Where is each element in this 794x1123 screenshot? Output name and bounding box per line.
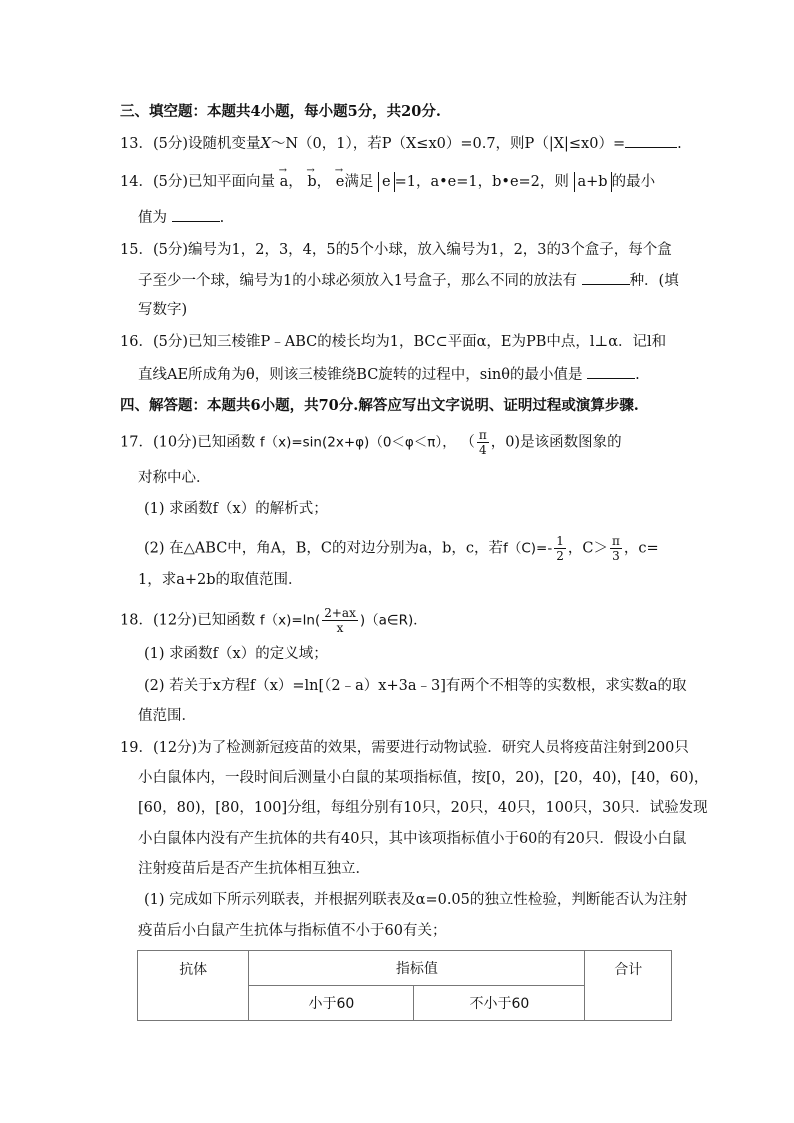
abs-e [378, 172, 395, 192]
answer-blank[interactable] [582, 270, 630, 285]
abs-a-plus-b [574, 172, 612, 192]
q13-dist: ～N（0，1），若 [270, 136, 382, 152]
contingency-table [137, 950, 672, 1021]
question-15-line3: 写数字) [138, 302, 188, 318]
one-half-fraction [554, 534, 566, 563]
q17-p2a: (2) 在△ABC中，角A，B，C的对边分别为a，b，c，若 [144, 540, 504, 557]
q18-func-b: )（a∈R)． [359, 612, 427, 629]
q18-fraction [322, 606, 358, 635]
answer-blank[interactable] [172, 207, 220, 222]
question-19-part1: (1) 完成如下所示列联表，并根据列联表及α=0.05的独立性检验，判断能否认为注射 [144, 892, 688, 908]
q13-var: X [260, 136, 271, 152]
q18-func-a: f（x)=ln( [259, 612, 321, 629]
q14-mid: 满足 [344, 174, 374, 190]
abs-ab-value: a+b [577, 174, 608, 190]
table-row [138, 951, 672, 986]
abs-e-value: e [381, 174, 391, 190]
header-antibody: 抗体 [138, 951, 249, 1021]
question-19-part1-line2: 疫苗后小白鼠产生抗体与指标值不小于60有关； [138, 923, 447, 939]
q14-c2: a•e=1， [430, 174, 493, 190]
question-16: 16．(5分)已知三棱锥P﹣ABC的棱长均为1，BC⊂平面α，E为PB中点，l⊥α．记l和 [120, 334, 667, 350]
answer-blank[interactable] [625, 133, 677, 148]
question-19: 19．(12分)为了检测新冠疫苗的效果，需要进行动物试验．研究人员将疫苗注射到200只 [120, 740, 689, 756]
question-18-part2-line2: 值范围． [138, 708, 196, 724]
q17-p2f: f（C)=- [503, 540, 553, 557]
q17-p2d: ，c= [623, 540, 659, 557]
question-19-line2: 小白鼠体内，一段时间后测量小白鼠的某项指标值，按[0，20)，[20，40)，[40，60)， [138, 770, 709, 786]
q14-prefix: 14．(5分)已知平面向量 [120, 174, 275, 190]
question-19-line5: 注射疫苗后是否产生抗体相互独立． [138, 861, 370, 877]
q15-line2b: 种．(填 [629, 273, 679, 289]
question-17-part1: (1) 求函数f（x）的解析式； [144, 501, 328, 517]
frac-num: 1 [556, 534, 564, 548]
q13-prefix: 13．(5分)设随机变量 [120, 136, 261, 152]
header-indicator: 指标值 [249, 951, 585, 986]
question-14-line2 [138, 207, 224, 228]
pi-over-4-fraction [477, 428, 489, 457]
q15-line2a: 子至少一个球，编号为1的小球必须放入1号盒子，那么不同的放法有 [138, 273, 577, 289]
q13-prob: P（X≤x0）=0.7，则P（|X|≤x0）= [381, 136, 626, 152]
question-17-line2: 对称中心． [138, 470, 211, 486]
question-17-part2-line2: 1，求a+2b的取值范围． [138, 572, 303, 588]
frac-den: x [336, 621, 344, 635]
frac-den: 2 [556, 549, 564, 563]
question-18-part2: (2) 若关于x方程f（x）=ln[（2﹣a）x+3a﹣3]有两个不相等的实数根，求实数a的取 [144, 678, 687, 694]
frac-den: 4 [478, 443, 487, 457]
frac-num: 2+ax [324, 606, 356, 620]
q17-func: f（x)=sin(2x+φ)（0＜φ＜π）， [259, 434, 456, 451]
q16-end: . [635, 367, 640, 383]
question-18 [120, 606, 427, 635]
question-13 [120, 133, 682, 154]
question-18-part1: (1) 求函数f（x）的定义域； [144, 646, 328, 662]
q14-c3: b•e=2，则 [492, 174, 569, 190]
frac-num: π [478, 428, 487, 442]
q17-point-close: ，0)是该函数图象的 [490, 434, 622, 451]
frac-den: 3 [612, 549, 620, 563]
q18-prefix: 18．(12分)已知函数 [120, 612, 256, 629]
subheader-less-60: 小于60 [249, 986, 414, 1021]
q14-tail: 的最小 [611, 174, 656, 190]
question-17 [120, 428, 622, 457]
header-total: 合计 [585, 951, 672, 1021]
section-title-fill-in: 三、填空题：本题共4小题，每小题5分，共20分. [120, 103, 441, 120]
q16-line2a: 直线AE所成角为θ，则该三棱锥绕BC旋转的过程中，sinθ的最小值是 [138, 367, 583, 383]
q17-p2c: ，C＞ [567, 540, 608, 557]
question-15: 15．(5分)编号为1，2，3，4，5的5个小球，放入编号为1，2，3的3个盒子，每个盒 [120, 242, 672, 258]
frac-num: π [611, 534, 620, 548]
question-19-line3: [60，80)，[80，100]分组，每组分别有10只，20只，40只，100只，30只．试验发现 [138, 800, 708, 816]
question-15-line2 [138, 270, 679, 291]
q17-prefix: 17．(10分)已知函数 [120, 434, 256, 451]
subheader-not-less-60: 不小于60 [414, 986, 585, 1021]
q14-c1: =1， [394, 174, 431, 190]
section-title-answer: 四、解答题：本题共6小题，共70分.解答应写出文字说明、证明过程或演算步骤. [120, 397, 639, 414]
pi-over-3-fraction [610, 534, 622, 563]
question-17-part2 [144, 534, 659, 563]
question-19-line4: 小白鼠体内没有产生抗体的共有40只，其中该项指标值小于60的有20只．假设小白鼠 [138, 831, 687, 847]
q17-point-open: （ [460, 434, 475, 451]
vector-b: → b [307, 172, 316, 192]
vector-e: → e [336, 172, 345, 192]
question-16-line2 [138, 364, 640, 385]
vector-a: → a [280, 172, 289, 192]
answer-blank[interactable] [587, 364, 635, 379]
q14-end: . [219, 210, 225, 226]
q13-end: . [677, 136, 682, 152]
question-14: 14．(5分)已知平面向量 → a， → b， → e满足 e =1，a•e=1，b•e=2，则 a+b 的最小 [120, 172, 655, 192]
q14-line2: 值为 [138, 210, 167, 226]
